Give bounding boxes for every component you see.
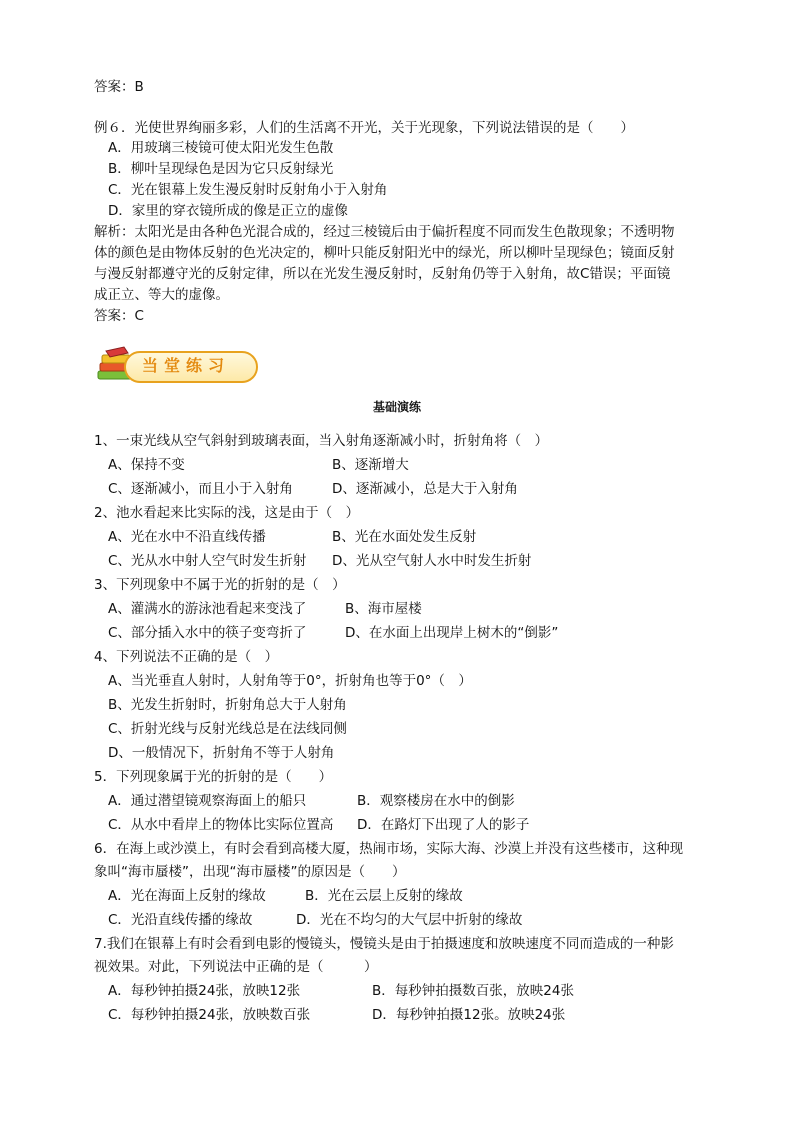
question-7-option-b: B．每秒钟拍摄数百张，放映24张 [372,983,574,999]
question-5-option-c: C．从水中看岸上的物体比实际位置高 [108,817,334,833]
question-4-option-c: C、折射光线与反射光线总是在法线同侧 [108,721,347,737]
example6-option-b: B．柳叶呈现绿色是因为它只反射绿光 [108,161,334,177]
example6-option-a: A．用玻璃三棱镜可使太阳光发生色散 [108,140,334,156]
question-2-option-a: A、光在水中不沿直线传播 [108,529,266,545]
question-3-stem: 3、下列现象中不属于光的折射的是（ ） [94,577,346,593]
example6-analysis-line: 成正立、等大的虚像。 [94,287,229,303]
question-4-option-d: D、一般情况下，折射角不等于人射角 [108,745,335,761]
question-5-option-d: D．在路灯下出现了人的影子 [357,817,530,833]
question-2-stem: 2、池水看起来比实际的浅，这是由于（ ） [94,505,360,521]
example6-option-c: C．光在银幕上发生漫反射时反射角小于入射角 [108,182,388,198]
question-4-option-b: B、光发生折射时，折射角总大于人射角 [108,697,347,713]
question-1-option-d: D、逐渐减小，总是大于入射角 [332,481,518,497]
question-6-option-c: C．光沿直线传播的缘故 [108,912,253,928]
example6-analysis-line: 解析：太阳光是由各种色光混合成的，经过三棱镜后由于偏折程度不同而发生色散现象；不透明物 [94,224,675,240]
question-3-option-b: B、海市屋楼 [345,601,422,617]
question-6-stem: 象叫“海市蜃楼”，出现“海市蜃楼”的原因是（ ） [94,864,406,880]
question-6-option-b: B．光在云层上反射的缘故 [305,888,463,904]
question-1-stem: 1、一束光线从空气斜射到玻璃表面，当入射角逐渐减小时，折射角将（ ） [94,433,549,449]
question-6-stem: 6．在海上或沙漠上，有时会看到高楼大厦，热闹市场，实际大海、沙漠上并没有这些楼市，这种现 [94,841,684,857]
question-7-option-a: A．每秒钟拍摄24张，放映12张 [108,983,301,999]
example6-question: 例６．光使世界绚丽多彩，人们的生活离不开光，关于光现象，下列说法错误的是（ ） [94,120,634,136]
question-7-stem: 7.我们在银幕上有时会看到电影的慢镜头，慢镜头是由于拍摄速度和放映速度不同而造成的一种影 [94,936,674,952]
example6-analysis-line: 与漫反射都遵守光的反射定律，所以在光发生漫反射时，反射角仍等于入射角，故C错误；平面镜 [94,266,671,282]
question-2-option-d: D、光从空气射人水中时发生折射 [332,553,532,569]
example6-analysis-line: 体的颜色是由物体反射的色光决定的，柳叶只能反射阳光中的绿光，所以柳叶呈现绿色；镜面反射 [94,245,675,261]
question-1-option-a: A、保持不变 [108,457,185,473]
question-6-option-a: A．光在海面上反射的缘故 [108,888,266,904]
section-badge [94,345,258,385]
question-4-option-a: A、当光垂直人射时，人射角等于0°，折射角也等于0°（ ） [108,673,472,689]
question-4-stem: 4、下列说法不正确的是（ ） [94,649,279,665]
question-5-option-b: B．观察楼房在水中的倒影 [357,793,515,809]
question-3-option-a: A、灌满水的游泳池看起来变浅了 [108,601,307,617]
question-5-option-a: A．通过潜望镜观察海面上的船只 [108,793,307,809]
example6-answer: 答案：C [94,308,144,324]
question-7-option-c: C．每秒钟拍摄24张，放映数百张 [108,1007,311,1023]
example6-option-d: D．家里的穿衣镜所成的像是正立的虚像 [108,203,348,219]
question-3-option-d: D、在水面上出现岸上树木的“倒影” [345,625,559,641]
question-7-stem: 视效果。对此，下列说法中正确的是（ ） [94,959,378,975]
question-2-option-c: C、光从水中射人空气时发生折射 [108,553,307,569]
previous-answer: 答案：B [94,79,144,95]
question-5-stem: 5．下列现象属于光的折射的是（ ） [94,769,333,785]
question-3-option-c: C、部分插入水中的筷子变弯折了 [108,625,307,641]
question-1-option-b: B、逐渐增大 [332,457,409,473]
badge-label: 当堂练习 [142,356,231,375]
question-6-option-d: D．光在不均匀的大气层中折射的缘故 [296,912,523,928]
question-2-option-b: B、光在水面处发生反射 [332,529,477,545]
section-heading: 基础演练 [372,400,421,414]
question-1-option-c: C、逐渐减小，而且小于入射角 [108,481,293,497]
question-7-option-d: D．每秒钟拍摄12张。放映24张 [372,1007,566,1023]
